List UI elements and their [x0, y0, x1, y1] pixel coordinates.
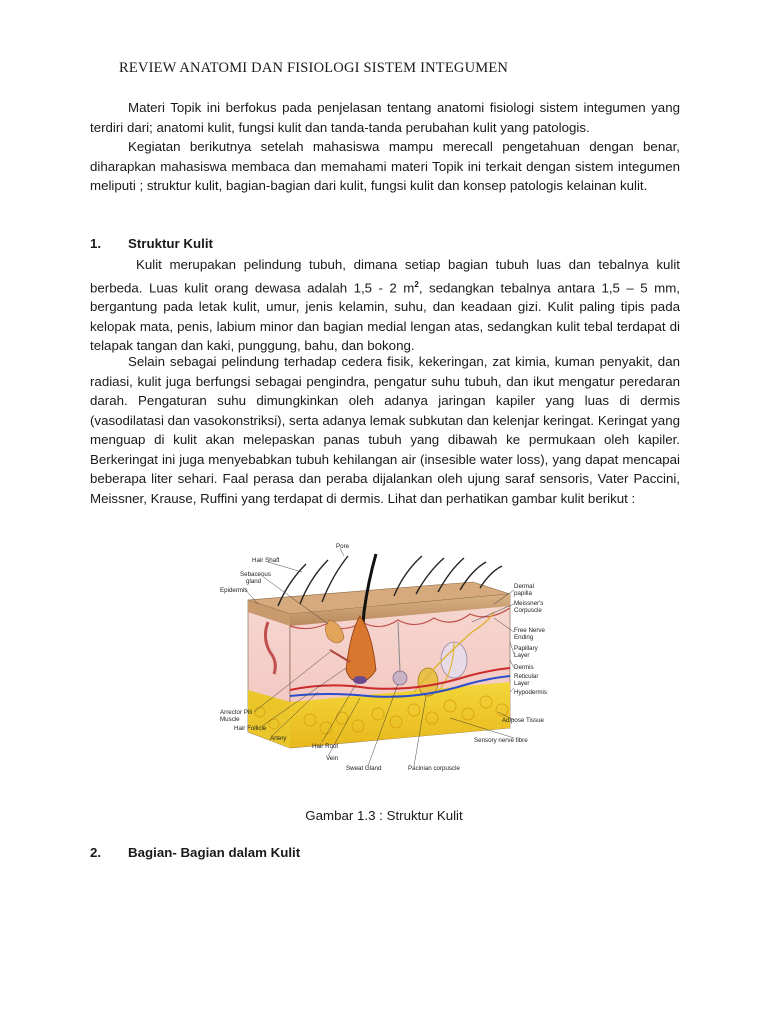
label-gland: gland — [246, 578, 262, 585]
label-arrector: Arrector Pili — [220, 709, 252, 716]
sweat-gland — [393, 671, 407, 685]
label-papilla: papilla — [514, 590, 532, 597]
label-sweat-gland: Sweat Gland — [346, 765, 382, 772]
label-corpuscle: Corpuscle — [514, 607, 542, 614]
label-pore: Pore — [336, 543, 350, 550]
label-hair-root: Hair Root — [312, 743, 339, 750]
section-1-paragraph-1 — [90, 255, 680, 356]
label-artery: Artery — [270, 735, 287, 742]
label-adipose: Adipose Tissue — [502, 717, 544, 724]
label-hair-shaft: Hair Shaft — [252, 557, 280, 564]
label-pacinian: Pacinian corpuscle — [408, 765, 460, 772]
label-hypodermis: Hypodermis — [514, 689, 548, 696]
section-1-title: Struktur Kulit — [128, 236, 213, 251]
label-dermis: Dermis — [514, 664, 534, 671]
intro-text-2: Kegiatan berikutnya setelah mahasiswa mampu merecall pengetahuan dengan benar, diharapkan mahasiswa membaca dan memahami materi Topik ini terkait dengan sistem integumen meliputi ; struktur kulit, bagian-bagian dari kulit, fungsi kulit dan konsep patologis kelainan kulit. — [90, 139, 680, 193]
intro-paragraph-2 — [90, 137, 680, 196]
superscript-2: 2 — [414, 279, 419, 289]
section-1-number: 1. — [90, 236, 102, 251]
label-layer-2: Layer — [514, 680, 530, 687]
section-1-paragraph-2 — [90, 352, 680, 508]
label-ending: Ending — [514, 634, 534, 641]
label-meissners: Meissner's — [514, 600, 544, 607]
section-2-heading — [90, 845, 300, 860]
intro-text-1: Materi Topik ini berfokus pada penjelasan tentang anatomi fisiologi sistem integumen yang terdiri dari; anatomi kulit, fungsi kulit dan tanda-tanda perubahan kulit yang patologis. — [90, 100, 680, 135]
label-dermal: Dermal — [514, 583, 534, 590]
intro-paragraph-1 — [90, 98, 680, 137]
label-epidermis: Epidermis — [220, 587, 248, 594]
document-title: REVIEW ANATOMI DAN FISIOLOGI SISTEM INTEGUMEN — [119, 60, 509, 76]
label-hair-follicle: Hair Follicle — [234, 725, 267, 732]
paragraph-1-text-cont: , sedangkan tebalnya antara 1,5 – 5 mm, bergantung pada letak kulit, umur, jenis kelamin, suhu, dan keadaan gizi. Kulit paling tipis pada kelopak mata, penis, labium minor dan bagian medial lengan atas, sedangkan kulit tebal terdapat di telapak tangan dan kaki, punggung, bahu, dan bokong. — [90, 279, 681, 354]
label-layer-1: Layer — [514, 652, 530, 659]
paragraph-1-text: Kulit merupakan pelindung tubuh, dimana setiap bagian tubuh luas dan tebalnya kulit berbeda. Luas kulit orang dewasa adalah 1,5 - 2 m — [90, 257, 680, 295]
figure-caption: Gambar 1.3 : Struktur Kulit — [305, 808, 463, 823]
label-sebaceous: Sebaceous — [240, 571, 271, 578]
label-vein: Vein — [326, 755, 339, 762]
label-papillary: Papillary — [514, 645, 538, 652]
label-free-nerve: Free Nerve — [514, 627, 545, 634]
hair-root — [353, 676, 367, 684]
label-sensory: Sensory nerve fibre — [474, 737, 528, 744]
label-reticular: Reticular — [514, 673, 539, 680]
section-1-heading — [90, 236, 213, 251]
skin-structure-figure — [218, 542, 554, 774]
section-2-number: 2. — [90, 845, 102, 860]
section-2-title: Bagian- Bagian dalam Kulit — [128, 845, 301, 860]
label-muscle: Muscle — [220, 716, 240, 723]
paragraph-2-text: Selain sebagai pelindung terhadap cedera fisik, kekeringan, zat kimia, kuman penyakit, dan radiasi, kulit juga berfungsi sebagai pengindra, pengatur suhu tubuh, dan ikut mengatur peredaran darah. Pengaturan suhu dimungkinkan oleh adanya jaringan kapiler yang luas di dermis (vasodilatasi dan vasokonstriksi), serta adanya lemak subkutan dan kelenjar keringat. Keringat yang menguap di kulit akan melepaskan panas tubuh yang dibawah ke permukaan oleh kapiler. Berkeringat ini juga menyebabkan tubuh kehilangan air (insesible water loss), yang dapat mencapai beberapa liter sehari. Faal perasa dan peraba dijalankan oleh ujung saraf sensoris, Vater Paccini, Meissner, Krause, Ruffini yang terdapat di dermis. Lihat dan perhatikan gambar kulit berikut : — [90, 354, 680, 506]
